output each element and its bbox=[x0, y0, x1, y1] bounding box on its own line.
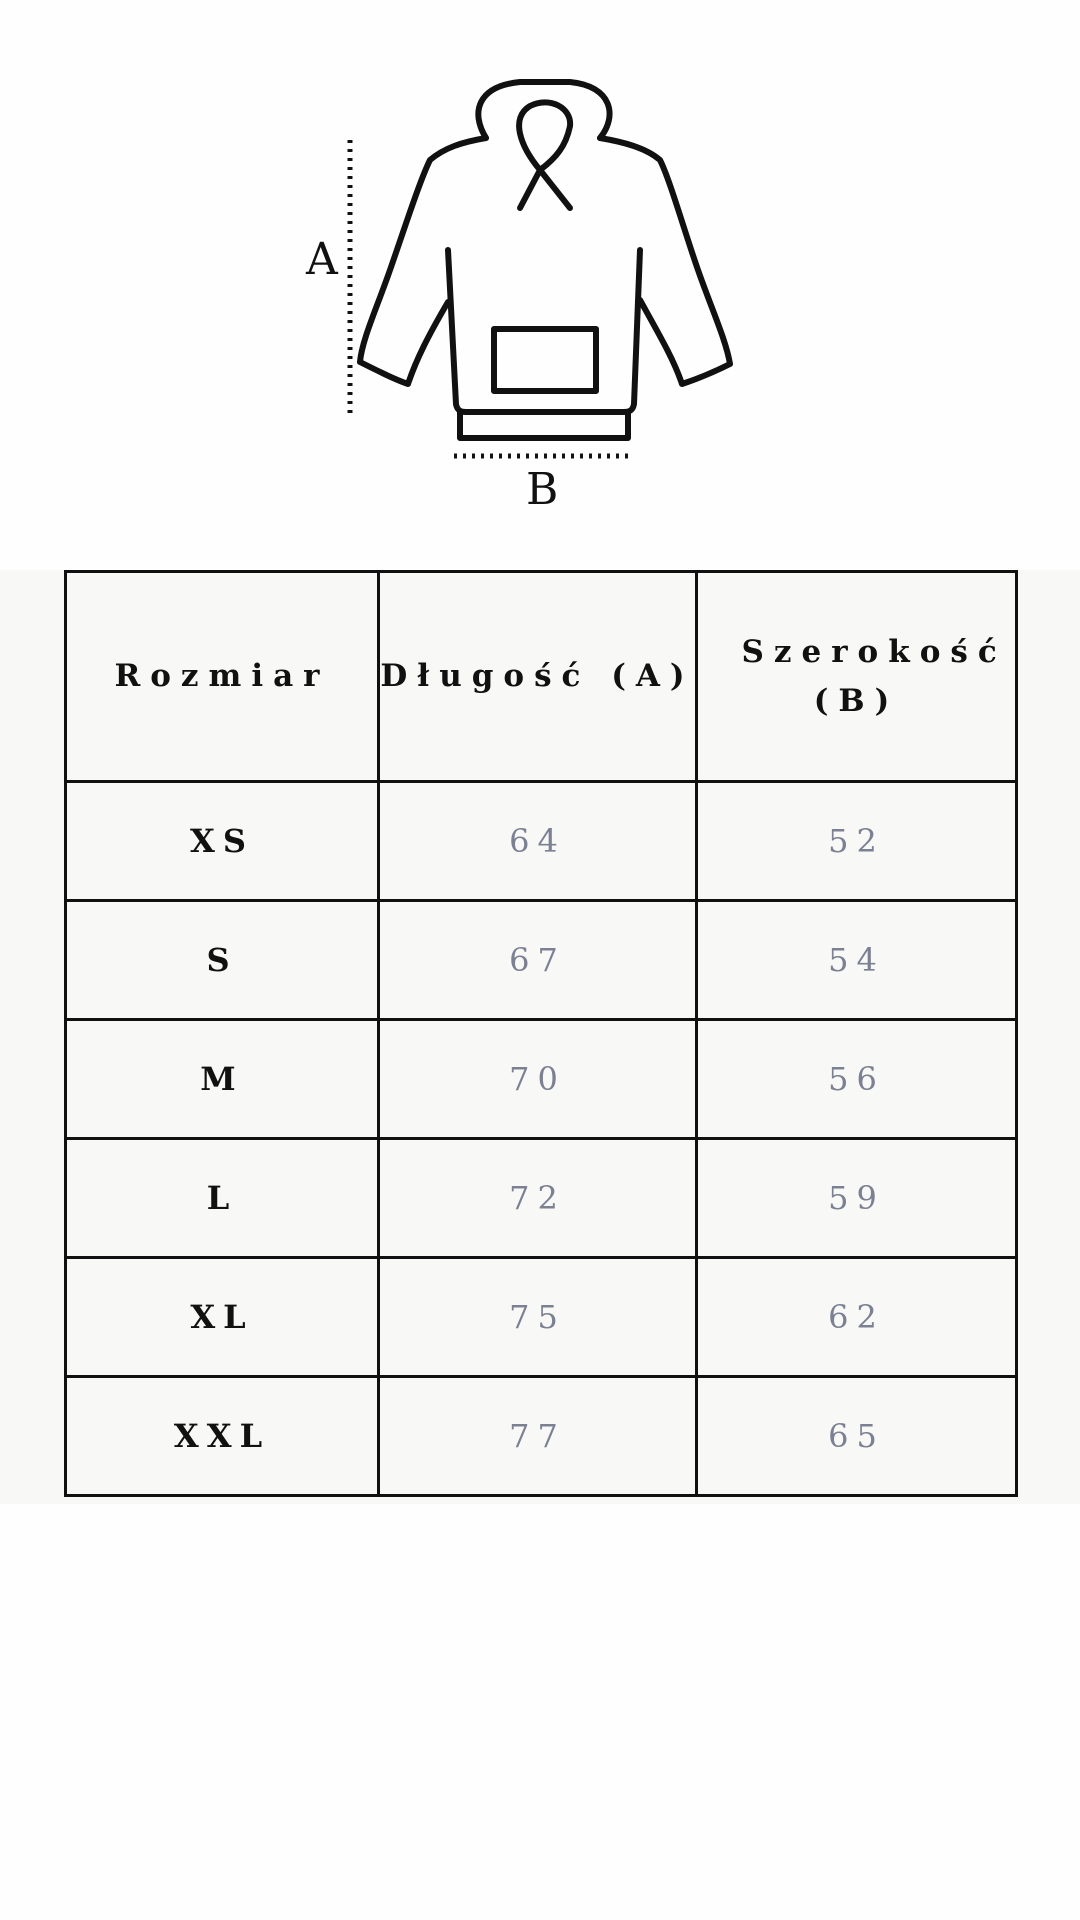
length-cell: 75 bbox=[379, 1258, 697, 1377]
table-row bbox=[66, 1258, 1017, 1377]
width-cell: 65 bbox=[697, 1377, 1017, 1496]
dimension-b-label: B bbox=[526, 464, 559, 515]
header-size: Rozmiar bbox=[66, 572, 379, 782]
sleeve-left bbox=[360, 138, 486, 384]
width-cell: 56 bbox=[697, 1020, 1017, 1139]
waistband bbox=[460, 412, 628, 438]
size-cell: XS bbox=[66, 782, 379, 901]
width-cell: 59 bbox=[697, 1139, 1017, 1258]
size-diagram bbox=[0, 0, 1080, 560]
size-cell: XXL bbox=[66, 1377, 379, 1496]
hood-outline bbox=[478, 82, 609, 138]
size-cell: M bbox=[66, 1020, 379, 1139]
table-row bbox=[66, 782, 1017, 901]
size-chart-table bbox=[64, 570, 1018, 1497]
length-cell: 72 bbox=[379, 1139, 697, 1258]
length-cell: 70 bbox=[379, 1020, 697, 1139]
size-cell: S bbox=[66, 901, 379, 1020]
table-row bbox=[66, 901, 1017, 1020]
table-row bbox=[66, 1377, 1017, 1496]
size-cell: L bbox=[66, 1139, 379, 1258]
pocket bbox=[494, 329, 596, 391]
width-cell: 62 bbox=[697, 1258, 1017, 1377]
length-cell: 64 bbox=[379, 782, 697, 901]
hood-inner bbox=[519, 102, 570, 170]
drawstring-right bbox=[540, 170, 570, 208]
table-row bbox=[66, 1020, 1017, 1139]
header-row bbox=[66, 572, 1017, 782]
header-width-label: Szerokość (B) bbox=[741, 634, 1007, 719]
dimension-a-label: A bbox=[306, 234, 338, 285]
header-length: Długość (A) bbox=[379, 572, 697, 782]
table-row bbox=[66, 1139, 1017, 1258]
size-cell: XL bbox=[66, 1258, 379, 1377]
drawstring-left bbox=[520, 170, 540, 208]
header-width bbox=[697, 572, 1017, 782]
length-cell: 77 bbox=[379, 1377, 697, 1496]
width-cell: 54 bbox=[697, 901, 1017, 1020]
length-cell: 67 bbox=[379, 901, 697, 1020]
sleeve-right bbox=[600, 138, 730, 384]
width-cell: 52 bbox=[697, 782, 1017, 901]
